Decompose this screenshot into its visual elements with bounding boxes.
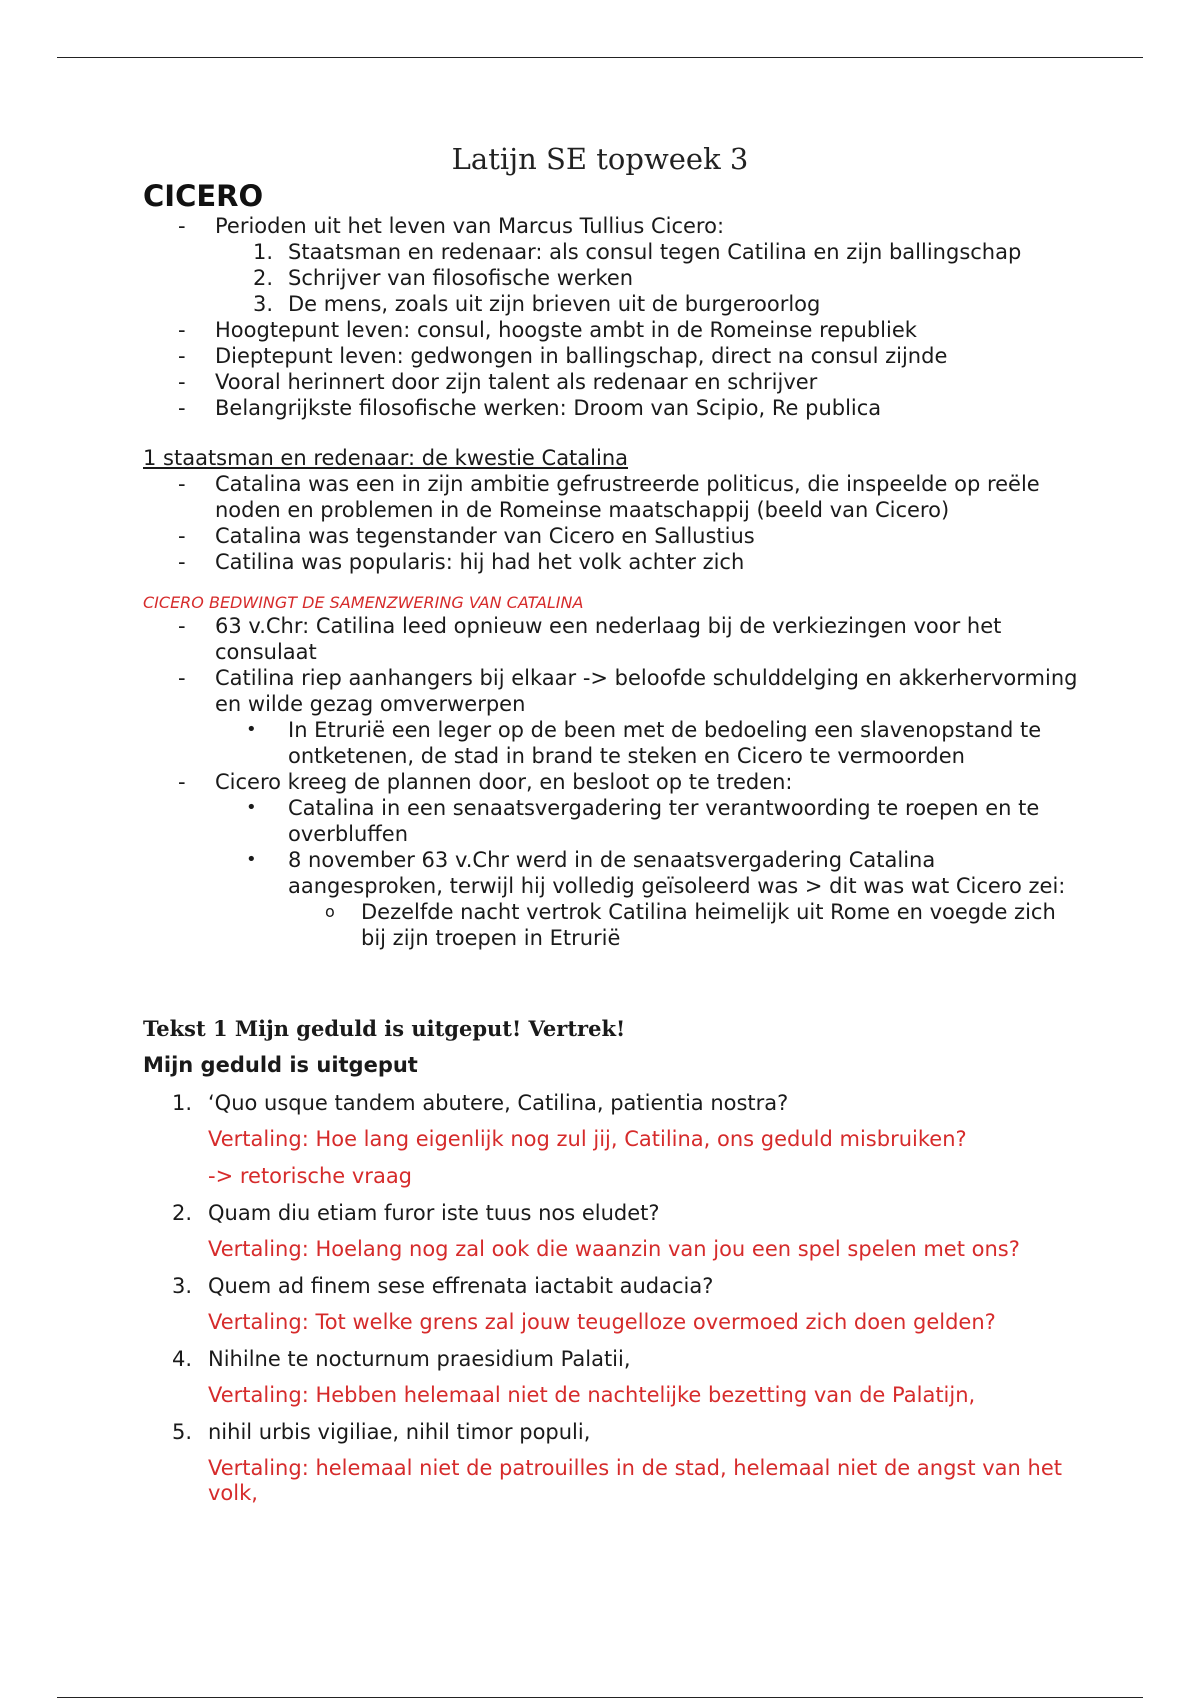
page-title: Latijn SE topweek 3 — [451, 142, 749, 176]
list-item: • Catalina in een senaatsvergadering ter verantwoording te roepen en te overbluffen — [246, 796, 1040, 846]
list-item: - Cicero kreeg de plannen door, en besloot op te treden: — [178, 770, 793, 794]
list-item: - Hoogtepunt leven: consul, hoogste ambt in de Romeinse republiek — [178, 318, 917, 342]
list-item: • 8 november 63 v.Chr werd in de senaatsvergadering Catalina aangesproken, terwijl hij volledig geïsoleerd was > dit was wat Cicero zei: — [246, 848, 1066, 898]
list-item: - Catalina was een in zijn ambitie gefrustreerde politicus, die inspeelde op reële noden en problemen in de Romeinse maatschappij (beeld van Cicero) — [178, 472, 1040, 522]
list-item: 1. Staatsman en redenaar: als consul tegen Catilina en zijn ballingschap — [253, 240, 1022, 264]
periods-list — [143, 239, 1083, 317]
section-heading-cicero: CICERO — [143, 179, 264, 213]
list-item: - Catilina riep aanhangers bij elkaar -> beloofde schulddelging en akkerhervorming en wilde gezag omverwerpen — [178, 666, 1078, 716]
latin-line: 5. nihil urbis vigiliae, nihil timor populi, — [172, 1420, 591, 1444]
latin-line: 1. ‘Quo usque tandem abutere, Catilina, patientia nostra? — [172, 1091, 789, 1115]
section2-heading: CICERO BEDWINGT DE SAMENZWERING VAN CATALINA — [143, 593, 584, 612]
intro-list — [143, 213, 1083, 239]
translation-line: Vertaling: Hebben helemaal niet de nachtelijke bezetting van de Palatijn, — [208, 1383, 976, 1407]
list-item: 3. De mens, zoals uit zijn brieven uit de burgeroorlog — [253, 292, 821, 316]
translation-line: Vertaling: Hoe lang eigenlijk nog zul jij, Catilina, ons geduld misbruiken? — [208, 1127, 967, 1151]
latin-line: 3. Quem ad finem sese effrenata iactabit audacia? — [172, 1274, 714, 1298]
section2-list — [143, 613, 1083, 951]
list-item: - Catilina was popularis: hij had het volk achter zich — [178, 550, 745, 574]
list-item: 2. Schrijver van filosofische werken — [253, 266, 634, 290]
latin-text-list — [143, 1090, 1083, 1506]
list-item: - Vooral herinnert door zijn talent als redenaar en schrijver — [178, 370, 818, 394]
list-item: o Dezelfde nacht vertrok Catilina heimelijk uit Rome en voegde zich bij zijn troepen in Etrurië — [325, 900, 1056, 950]
translation-line: Vertaling: Hoelang nog zal ook die waanzin van jou een spel spelen met ons? — [208, 1237, 1020, 1261]
top-rule — [57, 57, 1143, 58]
latin-line: 4. Nihilne te nocturnum praesidium Palatii, — [172, 1347, 631, 1371]
latin-line: 2. Quam diu etiam furor iste tuus nos eludet? — [172, 1201, 660, 1225]
list-item: - Perioden uit het leven van Marcus Tullius Cicero: — [178, 214, 725, 238]
tekst1-heading: Tekst 1 Mijn geduld is uitgeput! Vertrek! — [143, 1016, 626, 1041]
list-item: - 63 v.Chr: Catilina leed opnieuw een nederlaag bij de verkiezingen voor het consulaat — [178, 614, 1002, 664]
translation-line: Vertaling: helemaal niet de patrouilles in de stad, helemaal niet de angst van het volk, — [208, 1456, 1062, 1505]
list-item: - Dieptepunt leven: gedwongen in ballingschap, direct na consul zijnde — [178, 344, 948, 368]
document-body — [143, 180, 1083, 1506]
list-item: - Belangrijkste filosofische werken: Droom van Scipio, Re publica — [178, 396, 882, 420]
translation-line: Vertaling: Tot welke grens zal jouw teugelloze overmoed zich doen gelden? — [208, 1310, 996, 1334]
section1-list — [143, 471, 1083, 575]
tekst1-subheading: Mijn geduld is uitgeput — [143, 1053, 418, 1077]
list-item: • In Etrurië een leger op de been met de bedoeling een slavenopstand te ontketenen, de stad in brand te steken en Cicero te vermoorden — [246, 718, 1042, 768]
bottom-rule — [57, 1697, 1143, 1698]
list-item: - Catalina was tegenstander van Cicero en Sallustius — [178, 524, 755, 548]
intro-list-more — [143, 317, 1083, 421]
section1-heading: 1 staatsman en redenaar: de kwestie Catalina — [143, 446, 629, 470]
translation-note: -> retorische vraag — [208, 1164, 413, 1188]
